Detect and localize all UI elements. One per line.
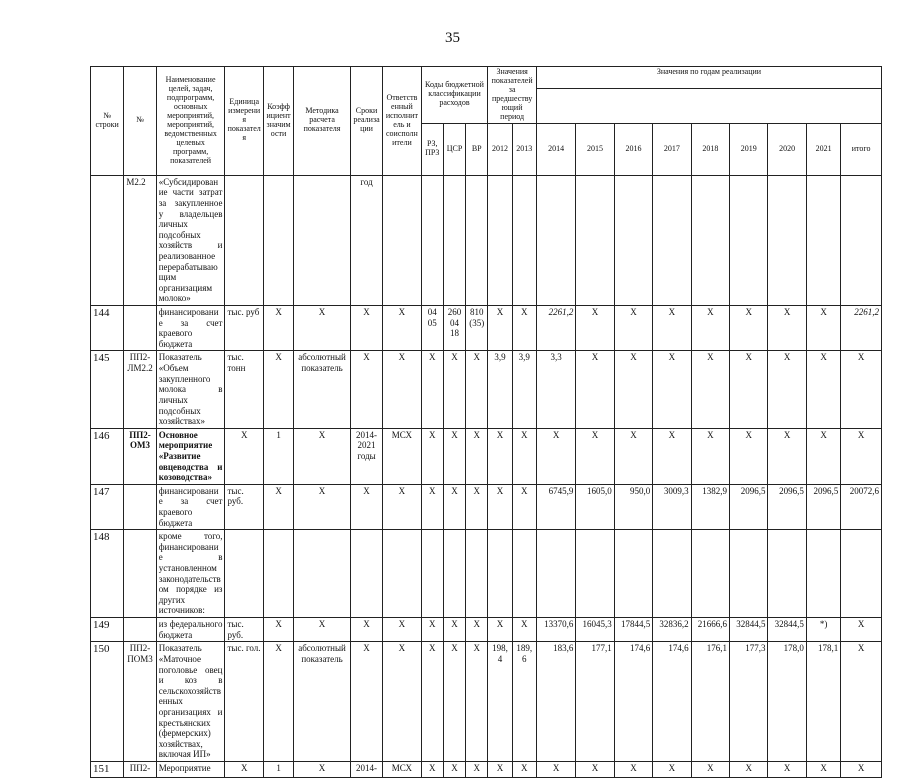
header-total: итого — [841, 123, 882, 175]
row-code: ПП2- — [124, 762, 156, 778]
table-row — [91, 762, 882, 778]
header-year-2019: 2019 — [730, 123, 768, 175]
row-coefficient: X — [263, 484, 293, 529]
row-method: X — [294, 618, 351, 642]
row-responsible: X — [383, 618, 421, 642]
row-rz — [421, 530, 443, 618]
row-value-2014 — [536, 530, 575, 618]
row-value-2018 — [691, 530, 729, 618]
row-value-2017: 32836,2 — [653, 618, 691, 642]
row-value-2012 — [488, 175, 512, 305]
row-number: 148 — [91, 530, 124, 618]
header-unit: Единица измерения показателя — [225, 67, 263, 176]
row-rz: X — [421, 762, 443, 778]
header-budget-codes: Коды бюджетной классификации расходов — [421, 67, 488, 124]
row-value-2019: X — [730, 762, 768, 778]
header-csr: ЦСР — [443, 123, 465, 175]
row-number: 150 — [91, 642, 124, 762]
row-value-2016: 174,6 — [614, 642, 652, 762]
row-code: ПП2-ОМ3 — [124, 428, 156, 484]
row-csr: X — [443, 428, 465, 484]
header-year-2021: 2021 — [806, 123, 840, 175]
row-value-2013: X — [512, 484, 536, 529]
row-value-2020: X — [768, 428, 806, 484]
row-value-2012: X — [488, 618, 512, 642]
row-terms: 2014-2021 годы — [350, 428, 382, 484]
row-coefficient: 1 — [263, 762, 293, 778]
row-value-2012: 198,4 — [488, 642, 512, 762]
header-rz: РЗ, ПР3 — [421, 123, 443, 175]
row-value-2014: 2261,2 — [536, 306, 575, 351]
row-value-2021: *) — [806, 618, 840, 642]
row-number: 146 — [91, 428, 124, 484]
row-responsible: МСХ — [383, 762, 421, 778]
header-prev-period: Значения показателей за предшествующий период — [488, 67, 537, 124]
row-number: 149 — [91, 618, 124, 642]
row-rz: X — [421, 428, 443, 484]
row-value-2019: X — [730, 428, 768, 484]
row-csr: X — [443, 351, 465, 428]
row-code: М2.2 — [124, 175, 156, 305]
row-total — [841, 175, 882, 305]
row-value-2015: X — [576, 428, 614, 484]
header-vr: ВР — [466, 123, 488, 175]
row-total: X — [841, 618, 882, 642]
row-value-2012: X — [488, 762, 512, 778]
row-value-2015: 16045,3 — [576, 618, 614, 642]
row-coefficient: X — [263, 618, 293, 642]
row-method: X — [294, 484, 351, 529]
row-number: 151 — [91, 762, 124, 778]
row-value-2014 — [536, 175, 575, 305]
row-code: ПП2-ПОМ3 — [124, 642, 156, 762]
header-year-2020: 2020 — [768, 123, 806, 175]
header-row-number: № строки — [91, 67, 124, 176]
row-value-2018: X — [691, 351, 729, 428]
row-responsible: МСХ — [383, 428, 421, 484]
row-value-2016: 17844,5 — [614, 618, 652, 642]
row-method: X — [294, 306, 351, 351]
row-value-2019: 2096,5 — [730, 484, 768, 529]
row-unit — [225, 530, 263, 618]
row-rz — [421, 175, 443, 305]
row-value-2018: X — [691, 428, 729, 484]
row-code — [124, 530, 156, 618]
row-name: Показатель «Маточное поголовье овец и коз в сельскохозяйственных организациях и крестьянских (фермерских) хозяйствах, включая ИП» — [156, 642, 225, 762]
row-value-2013 — [512, 530, 536, 618]
row-name: кроме того, финансирование в установленном законодательством порядке из других источников: — [156, 530, 225, 618]
row-value-2016: X — [614, 762, 652, 778]
row-responsible: X — [383, 484, 421, 529]
row-value-2014: 3,3 — [536, 351, 575, 428]
row-number — [91, 175, 124, 305]
row-vr: X — [466, 428, 488, 484]
row-unit: тыс. руб. — [225, 484, 263, 529]
row-value-2021: X — [806, 351, 840, 428]
row-responsible — [383, 530, 421, 618]
row-value-2017: X — [653, 306, 691, 351]
row-name: Основное мероприятие «Развитие овцеводства и козоводства» — [156, 428, 225, 484]
row-value-2018 — [691, 175, 729, 305]
row-csr — [443, 530, 465, 618]
row-method: X — [294, 762, 351, 778]
row-value-2017: X — [653, 351, 691, 428]
row-value-2020 — [768, 530, 806, 618]
row-rz: X — [421, 351, 443, 428]
header-code: № — [124, 67, 156, 176]
row-coefficient: X — [263, 642, 293, 762]
row-terms: X — [350, 618, 382, 642]
row-value-2021: X — [806, 306, 840, 351]
row-vr — [466, 530, 488, 618]
table-row — [91, 175, 882, 305]
row-value-2019: 32844,5 — [730, 618, 768, 642]
table-row — [91, 530, 882, 618]
row-value-2013: X — [512, 306, 536, 351]
header-years-spacer — [536, 89, 881, 124]
row-number: 144 — [91, 306, 124, 351]
row-value-2019: 177,3 — [730, 642, 768, 762]
row-value-2018: 176,1 — [691, 642, 729, 762]
row-value-2021 — [806, 530, 840, 618]
row-responsible: X — [383, 351, 421, 428]
row-value-2015 — [576, 175, 614, 305]
header-year-2016: 2016 — [614, 123, 652, 175]
row-name: финансирование за счет краевого бюджета — [156, 484, 225, 529]
row-vr: X — [466, 762, 488, 778]
header-name: Наименование целей, задач, подпрограмм, основных мероприятий, мероприятий, ведомственных целевых программ, показателей — [156, 67, 225, 176]
row-unit: X — [225, 762, 263, 778]
row-unit: тыс. тонн — [225, 351, 263, 428]
row-value-2012: X — [488, 306, 512, 351]
row-code — [124, 306, 156, 351]
row-rz: X — [421, 642, 443, 762]
row-value-2013: X — [512, 618, 536, 642]
row-total: X — [841, 642, 882, 762]
row-value-2013: 3,9 — [512, 351, 536, 428]
row-name: финансирование за счет краевого бюджета — [156, 306, 225, 351]
header-year-2014: 2014 — [536, 123, 575, 175]
row-terms — [350, 530, 382, 618]
row-vr: X — [466, 351, 488, 428]
row-value-2017: X — [653, 428, 691, 484]
row-value-2016: X — [614, 351, 652, 428]
header-year-2018: 2018 — [691, 123, 729, 175]
header-by-years: Значения по годам реализации — [536, 67, 881, 89]
header-method: Методика расчета показателя — [294, 67, 351, 176]
row-value-2015 — [576, 530, 614, 618]
row-csr: 26004 18 — [443, 306, 465, 351]
row-value-2017: 174,6 — [653, 642, 691, 762]
row-value-2019 — [730, 530, 768, 618]
row-value-2020: X — [768, 351, 806, 428]
row-value-2021: X — [806, 428, 840, 484]
row-method — [294, 175, 351, 305]
row-terms: X — [350, 306, 382, 351]
row-total: 20072,6 — [841, 484, 882, 529]
table-row — [91, 306, 882, 351]
row-value-2020: 178,0 — [768, 642, 806, 762]
row-csr: X — [443, 762, 465, 778]
header-terms: Сроки реализации — [350, 67, 382, 176]
header-coefficient: Коэффициент значимости — [263, 67, 293, 176]
row-value-2014: X — [536, 428, 575, 484]
row-method — [294, 530, 351, 618]
row-method: абсолютный показатель — [294, 642, 351, 762]
row-value-2020: 32844,5 — [768, 618, 806, 642]
header-year-2017: 2017 — [653, 123, 691, 175]
row-unit: X — [225, 428, 263, 484]
row-rz: 04 05 — [421, 306, 443, 351]
table-row — [91, 618, 882, 642]
row-value-2012: 3,9 — [488, 351, 512, 428]
row-value-2014: 6745,9 — [536, 484, 575, 529]
row-total: X — [841, 351, 882, 428]
row-terms: 2014- — [350, 762, 382, 778]
row-method: абсолютный показатель — [294, 351, 351, 428]
row-coefficient: 1 — [263, 428, 293, 484]
row-csr: X — [443, 642, 465, 762]
row-value-2013: 189,6 — [512, 642, 536, 762]
row-value-2017: 3009,3 — [653, 484, 691, 529]
row-responsible: X — [383, 306, 421, 351]
row-vr: X — [466, 618, 488, 642]
row-value-2015: 177,1 — [576, 642, 614, 762]
row-csr — [443, 175, 465, 305]
row-vr: X — [466, 484, 488, 529]
row-vr: 810 (35) — [466, 306, 488, 351]
row-code: ПП2-ЛМ2.2 — [124, 351, 156, 428]
row-coefficient — [263, 175, 293, 305]
row-value-2016 — [614, 175, 652, 305]
row-terms: год — [350, 175, 382, 305]
row-value-2019: X — [730, 306, 768, 351]
row-name: «Субсидирование части затрат за закупленное у владельцев личных подсобных хозяйств и реализованное перерабатывающим организациям молоко» — [156, 175, 225, 305]
row-terms: X — [350, 642, 382, 762]
row-name: Мероприятие — [156, 762, 225, 778]
row-value-2020: X — [768, 762, 806, 778]
row-code — [124, 618, 156, 642]
row-name: Показатель «Объем закупленного молока в личных подсобных хозяйствах» — [156, 351, 225, 428]
header-year-2012: 2012 — [488, 123, 512, 175]
table-body — [91, 175, 882, 777]
row-terms: X — [350, 351, 382, 428]
row-value-2018: X — [691, 762, 729, 778]
table-row — [91, 642, 882, 762]
row-terms: X — [350, 484, 382, 529]
page-number: 35 — [445, 30, 460, 46]
row-value-2013: X — [512, 428, 536, 484]
row-value-2017 — [653, 530, 691, 618]
row-value-2017: X — [653, 762, 691, 778]
row-value-2019 — [730, 175, 768, 305]
row-rz: X — [421, 618, 443, 642]
row-csr: X — [443, 484, 465, 529]
row-value-2014: 183,6 — [536, 642, 575, 762]
row-value-2014: 13370,6 — [536, 618, 575, 642]
table-row — [91, 484, 882, 529]
row-total: X — [841, 428, 882, 484]
row-value-2018: 1382,9 — [691, 484, 729, 529]
row-coefficient: X — [263, 306, 293, 351]
row-number: 147 — [91, 484, 124, 529]
row-total — [841, 530, 882, 618]
row-value-2015: X — [576, 351, 614, 428]
header-year-2013: 2013 — [512, 123, 536, 175]
row-value-2016: 950,0 — [614, 484, 652, 529]
row-value-2020 — [768, 175, 806, 305]
row-total: X — [841, 762, 882, 778]
row-vr: X — [466, 642, 488, 762]
row-unit: тыс. руб. — [225, 618, 263, 642]
row-value-2012: X — [488, 484, 512, 529]
row-value-2016: X — [614, 428, 652, 484]
table-row — [91, 351, 882, 428]
row-value-2017 — [653, 175, 691, 305]
row-csr: X — [443, 618, 465, 642]
row-responsible — [383, 175, 421, 305]
row-value-2021: 178,1 — [806, 642, 840, 762]
row-value-2018: X — [691, 306, 729, 351]
row-value-2021: 2096,5 — [806, 484, 840, 529]
row-value-2015: X — [576, 762, 614, 778]
row-value-2012: X — [488, 428, 512, 484]
row-value-2015: 1605,0 — [576, 484, 614, 529]
table-header — [91, 67, 882, 176]
row-coefficient — [263, 530, 293, 618]
row-value-2016: X — [614, 306, 652, 351]
indicators-table — [90, 66, 882, 778]
row-vr — [466, 175, 488, 305]
row-total: 2261,2 — [841, 306, 882, 351]
row-value-2021: X — [806, 762, 840, 778]
row-value-2014: X — [536, 762, 575, 778]
row-method: X — [294, 428, 351, 484]
row-value-2013 — [512, 175, 536, 305]
row-value-2019: X — [730, 351, 768, 428]
row-unit: тыс. руб — [225, 306, 263, 351]
row-value-2020: 2096,5 — [768, 484, 806, 529]
row-value-2013: X — [512, 762, 536, 778]
row-value-2018: 21666,6 — [691, 618, 729, 642]
row-code — [124, 484, 156, 529]
row-value-2021 — [806, 175, 840, 305]
header-year-2015: 2015 — [576, 123, 614, 175]
row-number: 145 — [91, 351, 124, 428]
row-name: из федерального бюджета — [156, 618, 225, 642]
header-responsible: Ответственный исполнитель и соисполнители — [383, 67, 421, 176]
row-value-2015: X — [576, 306, 614, 351]
row-unit — [225, 175, 263, 305]
row-unit: тыс. гол. — [225, 642, 263, 762]
row-value-2016 — [614, 530, 652, 618]
row-coefficient: X — [263, 351, 293, 428]
row-value-2012 — [488, 530, 512, 618]
table-row — [91, 428, 882, 484]
row-rz: X — [421, 484, 443, 529]
row-value-2020: X — [768, 306, 806, 351]
row-responsible: X — [383, 642, 421, 762]
